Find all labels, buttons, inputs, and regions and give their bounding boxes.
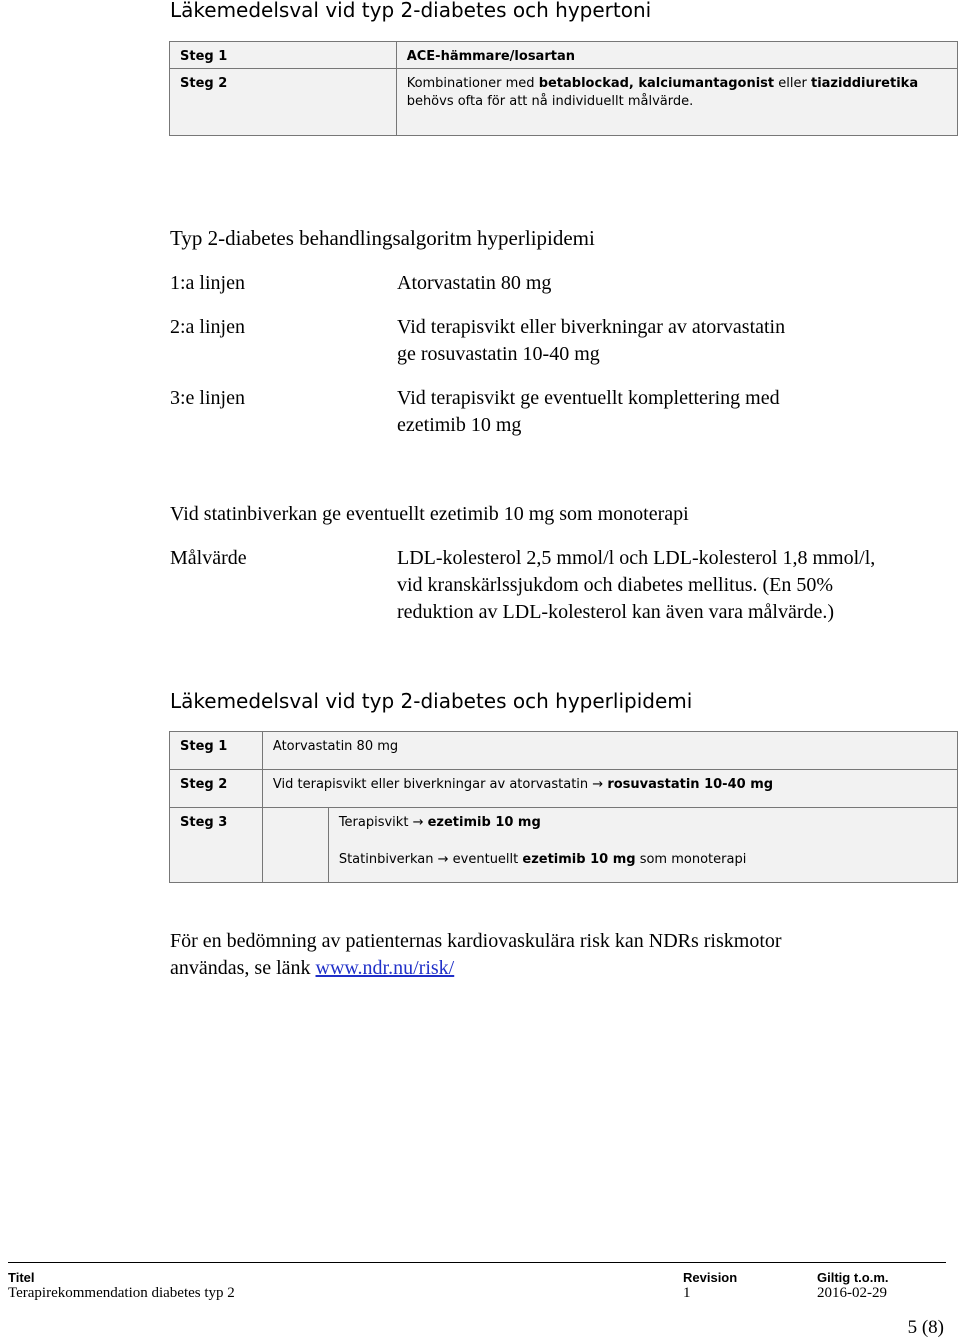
target-text-b: vid kranskärlssjukdom och diabetes mellitus. (En 50% bbox=[397, 574, 834, 596]
line2-text-b: ge rosuvastatin 10-40 mg bbox=[397, 343, 600, 365]
step2-label: Steg 2 bbox=[170, 69, 397, 136]
target-text-c: reduktion av LDL-kolesterol kan även vara målvärde.) bbox=[397, 601, 835, 623]
line1-text: Atorvastatin 80 mg bbox=[397, 272, 552, 294]
lipid-step3b bbox=[339, 851, 949, 869]
step2-text-pre: Kombinationer med bbox=[406, 76, 539, 91]
step2-cell bbox=[396, 69, 957, 136]
step1-cell bbox=[396, 42, 957, 69]
lipid-step3b-end: som monoterapi bbox=[635, 852, 747, 867]
line3-text-a: Vid terapisvikt ge eventuellt komplettering med bbox=[397, 387, 780, 409]
lipid-step3a-text: Terapisvikt bbox=[338, 815, 413, 830]
arrow-right-icon: → bbox=[437, 852, 449, 867]
target-text bbox=[397, 545, 875, 626]
lipid-step1-label: Steg 1 bbox=[170, 732, 263, 770]
lipid-step1-text: Atorvastatin 80 mg bbox=[272, 739, 399, 754]
step1-text: ACE-hämmare/losartan bbox=[406, 49, 575, 64]
ndr-line1: För en bedömning av patienternas kardiovaskulära risk kan NDRs riskmotor bbox=[170, 930, 782, 952]
line3-text-b: ezetimib 10 mg bbox=[397, 414, 522, 436]
line2-text-a: Vid terapisvikt eller biverkningar av atorvastatin bbox=[397, 316, 786, 338]
lipid-step3b-bold: ezetimib 10 mg bbox=[522, 852, 636, 867]
ndr-risk-link[interactable]: www.ndr.nu/risk/ bbox=[315, 957, 455, 979]
footer-revision-value: 1 bbox=[683, 1285, 691, 1301]
statin-note: Vid statinbiverkan ge eventuellt ezetimib 10 mg som monoterapi bbox=[170, 503, 689, 525]
target-text-a: LDL-kolesterol 2,5 mmol/l och LDL-kolesterol 1,8 mmol/l, bbox=[397, 547, 876, 569]
lipid-step3b-mid: eventuellt bbox=[448, 852, 523, 867]
page-number: 5 (8) bbox=[907, 1317, 944, 1338]
hypertension-heading: Läkemedelsval vid typ 2-diabetes och hypertoni bbox=[170, 0, 652, 22]
arrow-right-icon: → bbox=[412, 815, 424, 830]
footer-titel-value: Terapirekommendation diabetes typ 2 bbox=[8, 1285, 235, 1301]
line1-label: 1:a linjen bbox=[170, 272, 245, 294]
lipid-step2-label: Steg 2 bbox=[170, 770, 263, 808]
ndr-line2-pre: användas, se länk bbox=[170, 957, 316, 979]
line2-label: 2:a linjen bbox=[170, 316, 245, 338]
footer-titel-label: Titel bbox=[8, 1270, 35, 1285]
hypertension-table bbox=[169, 41, 958, 136]
step1-label: Steg 1 bbox=[170, 42, 397, 69]
lipid-step3b-text: Statinbiverkan bbox=[338, 852, 438, 867]
lipid-table bbox=[169, 731, 958, 883]
footer-giltig-label: Giltig t.o.m. bbox=[817, 1270, 889, 1285]
step2-line2: behövs ofta för att nå individuellt målvärde. bbox=[406, 94, 694, 109]
lipid-step3-cell bbox=[328, 808, 957, 883]
algorithm-heading: Typ 2-diabetes behandlingsalgoritm hyperlipidemi bbox=[170, 226, 595, 250]
ndr-paragraph bbox=[170, 928, 782, 982]
step2-bold2: tiaziddiuretika bbox=[810, 76, 919, 91]
step2-text-mid: eller bbox=[774, 76, 811, 91]
lipid-step2-cell bbox=[262, 770, 957, 808]
lipid-step2-text: Vid terapisvikt eller biverkningar av atorvastatin bbox=[272, 777, 593, 792]
arrow-right-icon: → bbox=[592, 777, 604, 792]
target-label: Målvärde bbox=[170, 547, 247, 569]
lipid-step3-spacer bbox=[262, 808, 328, 883]
step2-bold: betablockad, kalciumantagonist bbox=[538, 76, 775, 91]
ndr-line2 bbox=[170, 955, 782, 982]
line3-label: 3:e linjen bbox=[170, 387, 245, 409]
lipid-step3-label: Steg 3 bbox=[170, 808, 263, 883]
line2-text bbox=[397, 314, 785, 368]
line3-text bbox=[397, 385, 780, 439]
lipid-heading: Läkemedelsval vid typ 2-diabetes och hyperlipidemi bbox=[170, 689, 693, 713]
lipid-step1-cell bbox=[262, 732, 957, 770]
lipid-step2-bold: rosuvastatin 10-40 mg bbox=[607, 777, 774, 792]
footer-giltig-value: 2016-02-29 bbox=[817, 1285, 887, 1301]
lipid-step3a-bold: ezetimib 10 mg bbox=[427, 815, 541, 830]
lipid-step3a bbox=[339, 814, 949, 851]
footer-revision-label: Revision bbox=[683, 1270, 738, 1285]
footer-divider bbox=[8, 1262, 946, 1263]
